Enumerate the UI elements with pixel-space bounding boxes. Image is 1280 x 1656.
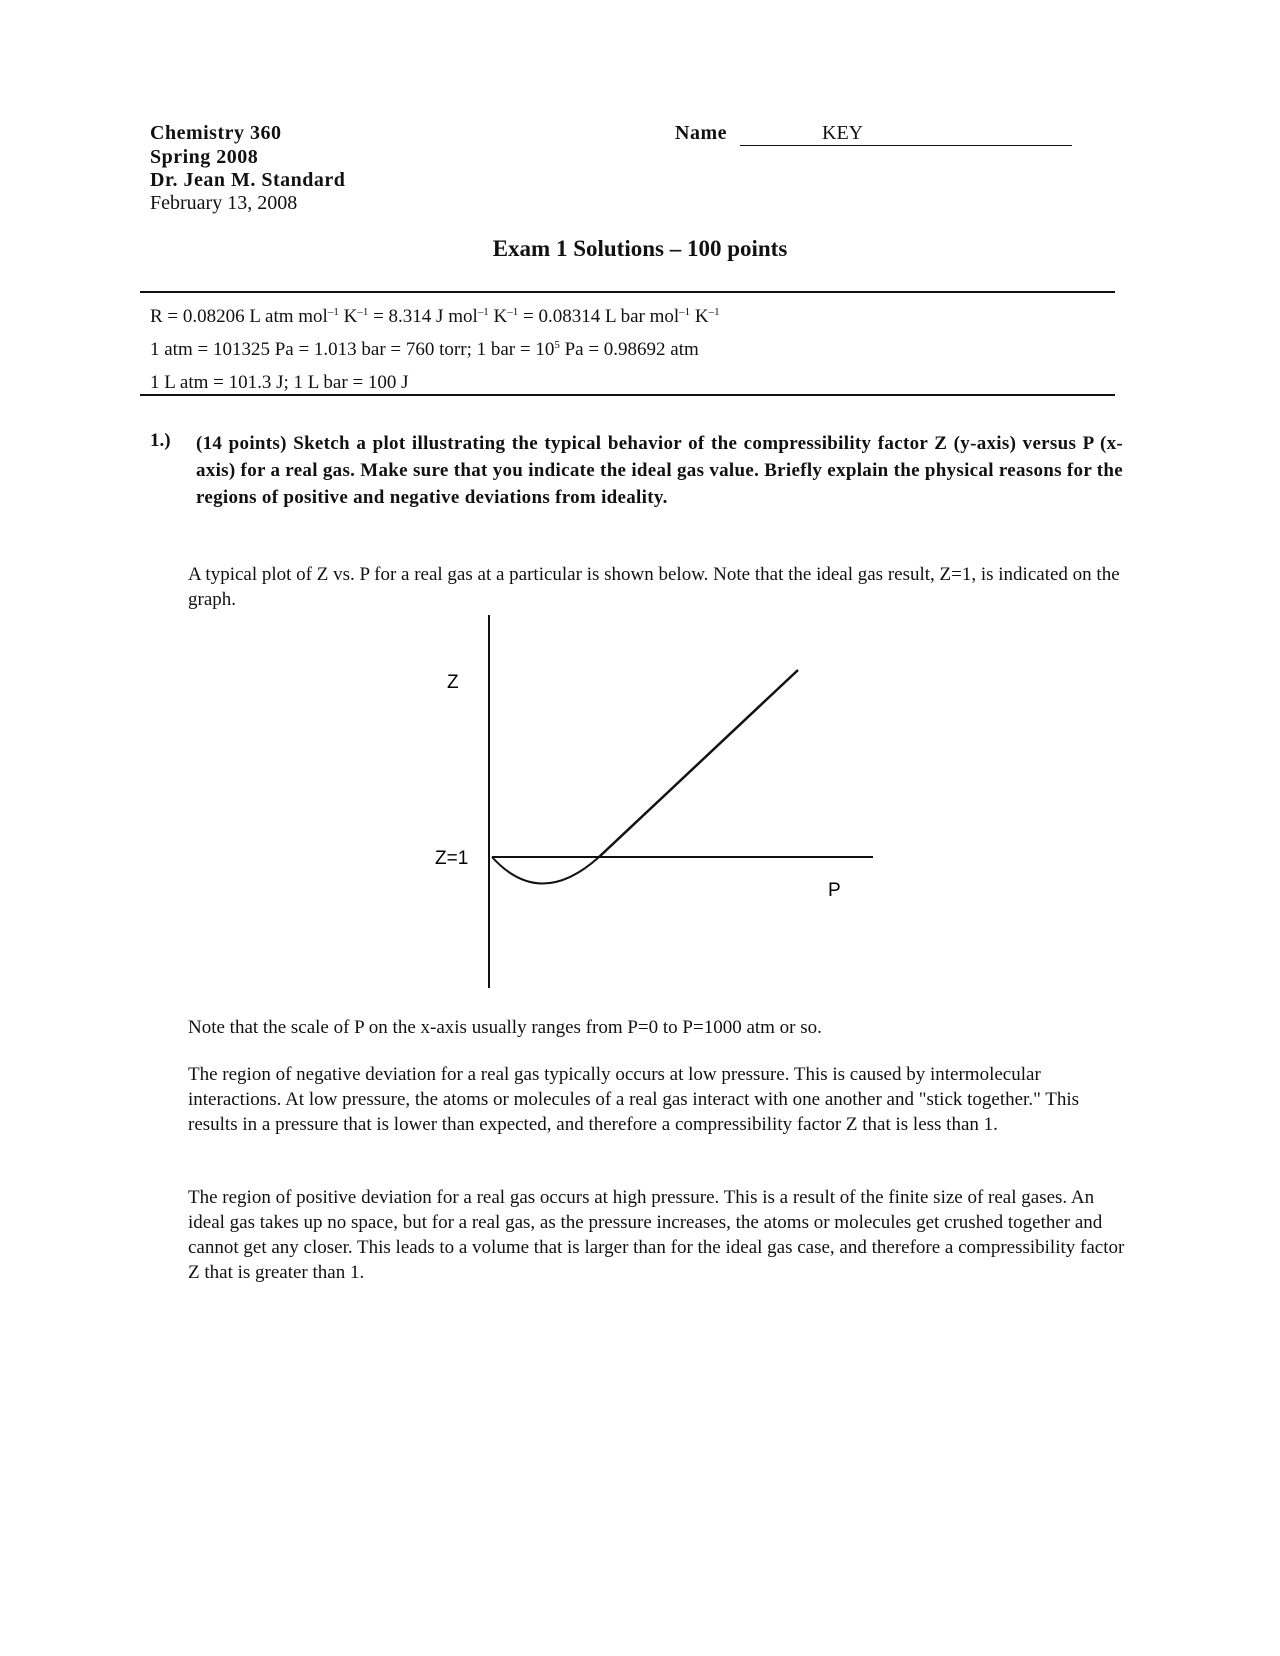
constants-line-3: 1 L atm = 101.3 J; 1 L bar = 100 J: [150, 372, 409, 393]
question-text: (14 points) Sketch a plot illustrating the typical behavior of the compressibility factor Z (y-axis) versus P (x-axis) for a real gas. Make sure that you indicate the ideal gas value. Briefly explain the physical reasons for the regions of positive and negative deviations from ideality.: [196, 433, 1123, 508]
bottom-rule: [140, 394, 1115, 396]
exam-date: February 13, 2008: [150, 192, 298, 214]
question-number: 1.): [150, 430, 171, 451]
ideal-value-label: Z=1: [435, 848, 469, 869]
z-vs-p-plot: [400, 610, 900, 1000]
instructor: Dr. Jean M. Standard: [150, 169, 346, 191]
term: Spring 2008: [150, 146, 259, 168]
name-label: Name: [675, 122, 727, 144]
x-axis-label: P: [828, 880, 841, 901]
name-field[interactable]: [740, 121, 1072, 146]
page-title: Exam 1 Solutions – 100 points: [492, 236, 788, 261]
scale-note: Note that the scale of P on the x-axis usually ranges from P=0 to P=1000 atm or so.: [188, 1017, 822, 1038]
top-rule: [140, 291, 1115, 293]
course-title: Chemistry 360: [150, 122, 282, 144]
constants-line-1: R = 0.08206 L atm mol$^{-1}$ $K^{-1} = 8.314$ J mol$^{-1}$ $K^{-1} = 0.08314$ L bar mol$^{-1}$ $K^{-1}$: [150, 306, 720, 327]
answer-intro: A typical plot of Z vs. P for a real gas at a particular is shown below. Note that the ideal gas result, Z=1, is indicated on the graph.: [188, 564, 1120, 610]
y-axis-label: Z: [447, 672, 459, 693]
negative-deviation-curve: [492, 857, 599, 884]
negative-deviation-paragraph: The region of negative deviation for a real gas typically occurs at low pressure. This is caused by intermolecular interactions. At low pressure, the atoms or molecules of a real gas interact with one another and "stick together." This results in a pressure that is lower than expected, and therefore a compressibility factor Z that is less than 1.: [188, 1064, 1080, 1135]
constants-line-2: 1 atm = 101325 Pa = 1.013 bar = 760 torr; 1 bar = $10^5$ Pa = 0.98692 atm: [150, 339, 699, 360]
positive-deviation-paragraph: The region of positive deviation for a real gas occurs at high pressure. This is a result of the finite size of real gases. An ideal gas takes up no space, but for a real gas, as the pressure increases, the atoms or molecules get crushed together and cannot get any closer. This leads to a volume that is larger than for the ideal gas case, and therefore a compressibility factor Z that is greater than 1.: [188, 1187, 1125, 1283]
positive-deviation-line: [599, 670, 798, 857]
name-value: KEY: [822, 122, 864, 144]
